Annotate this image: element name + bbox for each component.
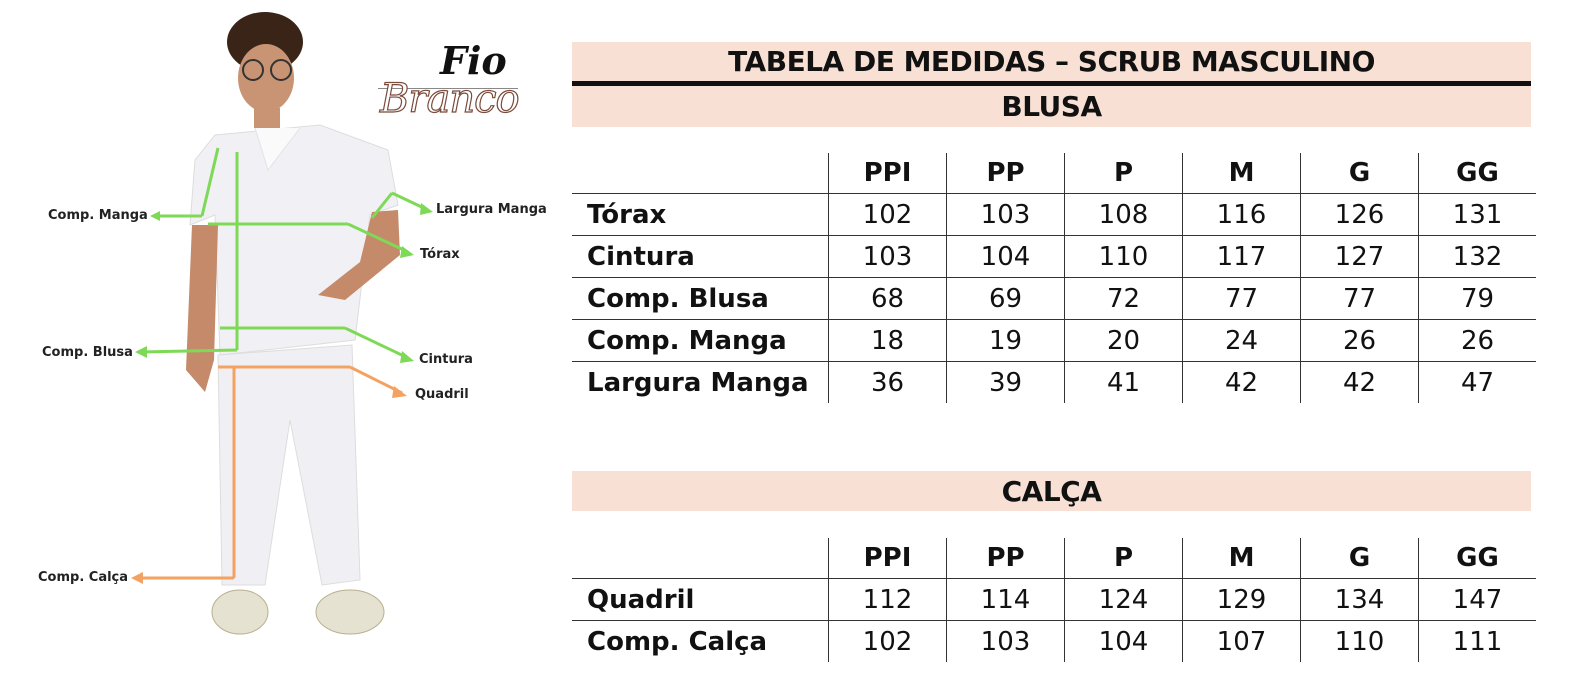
table-row: [572, 194, 1536, 236]
label-largura-manga: Largura Manga: [436, 202, 547, 217]
size-header: PP: [947, 538, 1065, 579]
cell: 102: [829, 194, 947, 236]
table-row: [572, 362, 1536, 404]
cell: 26: [1419, 320, 1537, 362]
page-title: TABELA DE MEDIDAS – SCRUB MASCULINO: [572, 42, 1531, 81]
table-row: [572, 579, 1536, 621]
cell: 36: [829, 362, 947, 404]
cell: 127: [1301, 236, 1419, 278]
table-header-row: [572, 538, 1536, 579]
row-label: Quadril: [572, 579, 829, 621]
cell: 110: [1301, 621, 1419, 663]
cell: 102: [829, 621, 947, 663]
calca-size-table: [572, 538, 1536, 662]
cell: 107: [1183, 621, 1301, 663]
size-header: GG: [1419, 153, 1537, 194]
cell: 39: [947, 362, 1065, 404]
label-comp-calca: Comp. Calça: [38, 570, 129, 585]
brand-logo: [378, 38, 528, 124]
cell: 112: [829, 579, 947, 621]
cell: 103: [829, 236, 947, 278]
size-header: G: [1301, 153, 1419, 194]
cell: 18: [829, 320, 947, 362]
blusa-size-table: [572, 153, 1536, 403]
label-torax: Tórax: [420, 247, 460, 262]
table-row: [572, 320, 1536, 362]
table-header-row: [572, 153, 1536, 194]
row-label: Comp. Manga: [572, 320, 829, 362]
table-row: [572, 236, 1536, 278]
row-label: Comp. Blusa: [572, 278, 829, 320]
cell: 69: [947, 278, 1065, 320]
row-label: Comp. Calça: [572, 621, 829, 663]
cell: 147: [1419, 579, 1537, 621]
table-row: [572, 278, 1536, 320]
measurement-figure: [0, 0, 560, 693]
size-header: M: [1183, 153, 1301, 194]
cell: 116: [1183, 194, 1301, 236]
size-header: P: [1065, 538, 1183, 579]
header-corner: [572, 153, 829, 194]
cell: 114: [947, 579, 1065, 621]
size-header: PPI: [829, 153, 947, 194]
cell: 126: [1301, 194, 1419, 236]
cell: 132: [1419, 236, 1537, 278]
cell: 19: [947, 320, 1065, 362]
blusa-heading: BLUSA: [572, 86, 1531, 127]
cell: 103: [947, 621, 1065, 663]
cell: 104: [1065, 621, 1183, 663]
size-header: M: [1183, 538, 1301, 579]
calca-heading: CALÇA: [572, 471, 1531, 511]
row-label: Tórax: [572, 194, 829, 236]
size-header: G: [1301, 538, 1419, 579]
label-cintura: Cintura: [419, 352, 473, 367]
size-header: P: [1065, 153, 1183, 194]
cell: 104: [947, 236, 1065, 278]
logo-top-text: Fio: [440, 38, 507, 83]
cell: 42: [1183, 362, 1301, 404]
cell: 124: [1065, 579, 1183, 621]
cell: 20: [1065, 320, 1183, 362]
cell: 26: [1301, 320, 1419, 362]
cell: 77: [1301, 278, 1419, 320]
cell: 103: [947, 194, 1065, 236]
size-header: GG: [1419, 538, 1537, 579]
header-corner: [572, 538, 829, 579]
cell: 131: [1419, 194, 1537, 236]
label-quadril: Quadril: [415, 387, 469, 402]
logo-bottom-text: Branco: [380, 76, 519, 122]
size-header: PPI: [829, 538, 947, 579]
table-row: [572, 621, 1536, 663]
cell: 111: [1419, 621, 1537, 663]
cell: 77: [1183, 278, 1301, 320]
label-comp-manga: Comp. Manga: [48, 208, 148, 223]
cell: 41: [1065, 362, 1183, 404]
label-comp-blusa: Comp. Blusa: [42, 345, 133, 360]
cell: 79: [1419, 278, 1537, 320]
cell: 42: [1301, 362, 1419, 404]
cell: 110: [1065, 236, 1183, 278]
size-header: PP: [947, 153, 1065, 194]
cell: 68: [829, 278, 947, 320]
row-label: Cintura: [572, 236, 829, 278]
cell: 129: [1183, 579, 1301, 621]
cell: 117: [1183, 236, 1301, 278]
cell: 47: [1419, 362, 1537, 404]
row-label: Largura Manga: [572, 362, 829, 404]
cell: 24: [1183, 320, 1301, 362]
cell: 134: [1301, 579, 1419, 621]
cell: 72: [1065, 278, 1183, 320]
cell: 108: [1065, 194, 1183, 236]
